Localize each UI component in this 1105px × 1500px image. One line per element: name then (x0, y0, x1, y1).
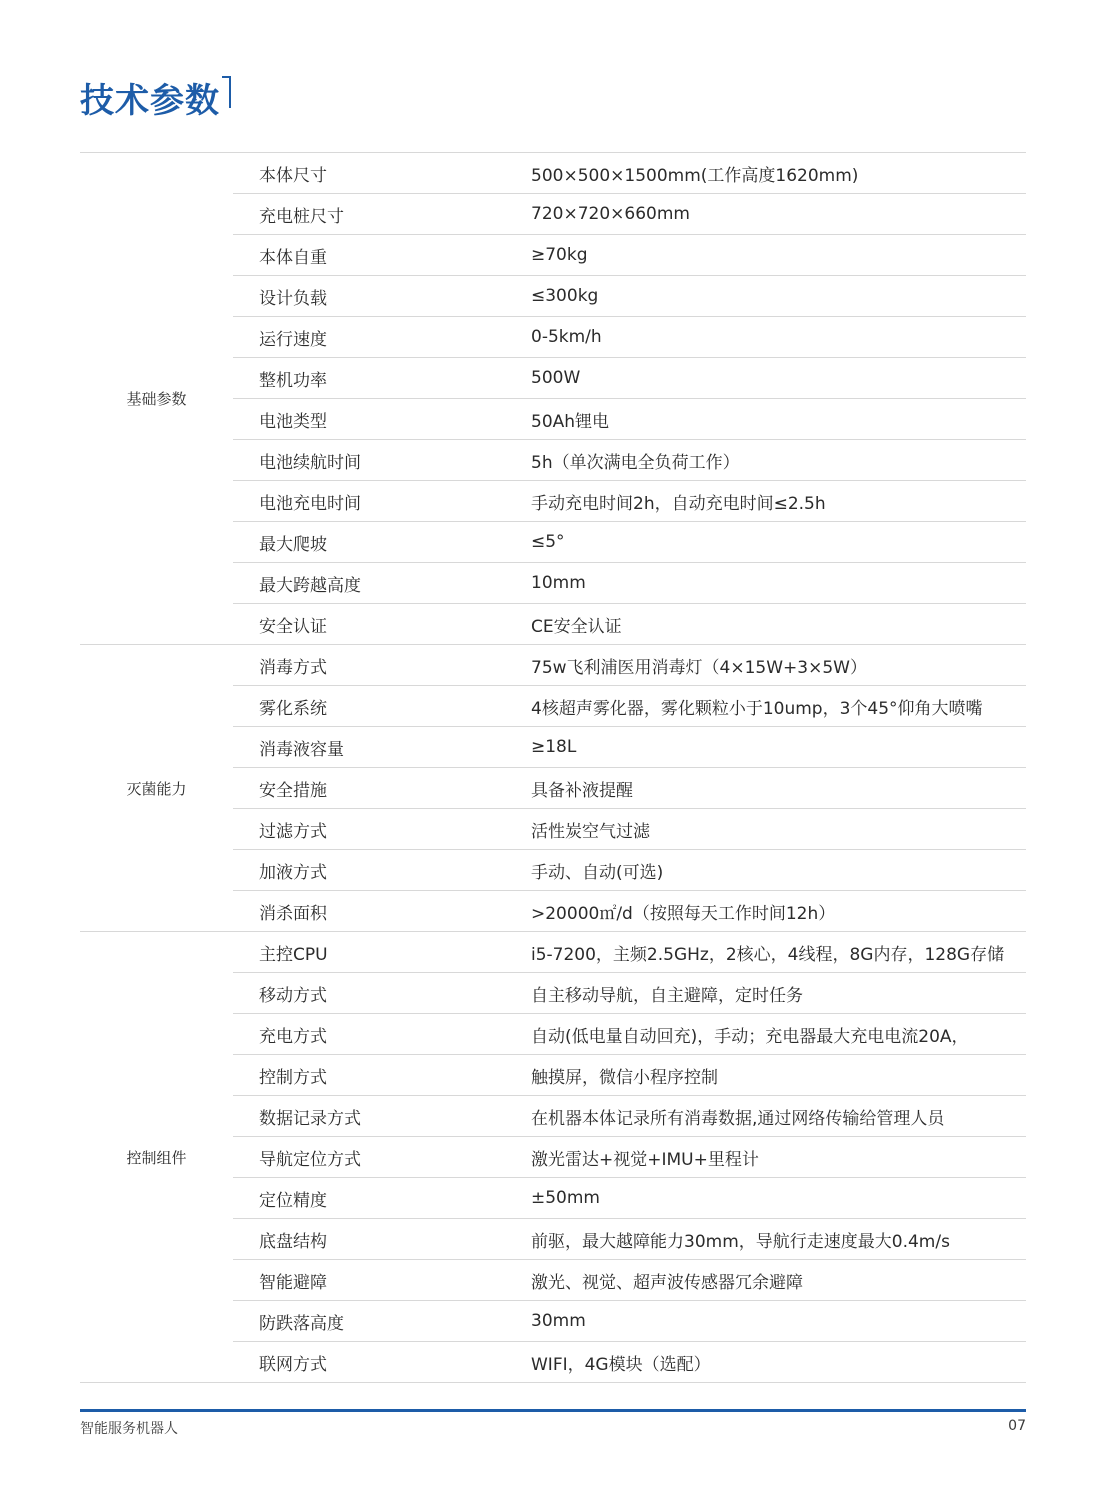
spec-value: 前驱，最大越障能力30mm，导航行走速度最大0.4m/s (531, 1231, 950, 1252)
spec-value: i5-7200，主频2.5GHz，2核心，4线程，8G内存，128G存储 (531, 944, 1005, 965)
footer-brand: 智能服务机器人 (80, 1421, 178, 1437)
spec-name: 电池类型 (259, 411, 327, 432)
spec-name: 导航定位方式 (259, 1149, 361, 1170)
spec-group-rows (233, 932, 1026, 1382)
spec-row (233, 193, 1026, 234)
spec-group (80, 932, 1026, 1383)
spec-name: 雾化系统 (259, 698, 327, 719)
spec-name: 主控CPU (259, 944, 328, 965)
spec-name: 安全措施 (259, 780, 327, 801)
spec-row (233, 480, 1026, 521)
spec-name: 联网方式 (259, 1354, 327, 1375)
spec-name: 充电方式 (259, 1026, 327, 1047)
spec-value: 720×720×660mm (531, 204, 690, 224)
spec-row (233, 603, 1026, 644)
spec-row (233, 890, 1026, 931)
spec-name: 最大跨越高度 (259, 575, 361, 596)
spec-group (80, 153, 1026, 645)
spec-value: >20000㎡/d（按照每天工作时间12h） (531, 903, 836, 924)
spec-name: 整机功率 (259, 370, 327, 391)
spec-value: 活性炭空气过滤 (531, 821, 650, 842)
spec-value: 0-5km/h (531, 327, 602, 347)
spec-name: 消毒方式 (259, 657, 327, 678)
spec-value: CE安全认证 (531, 616, 622, 637)
spec-group-label: 基础参数 (126, 390, 187, 408)
spec-row (233, 849, 1026, 890)
spec-row (233, 1300, 1026, 1341)
spec-value: 10mm (531, 573, 586, 593)
spec-value: 4核超声雾化器，雾化颗粒小于10ump，3个45°仰角大喷嘴 (531, 698, 983, 719)
spec-row (233, 1341, 1026, 1382)
spec-name: 设计负载 (259, 288, 327, 309)
spec-row (233, 316, 1026, 357)
spec-value: ≤300kg (531, 286, 599, 306)
spec-name: 智能避障 (259, 1272, 327, 1293)
spec-group-rows (233, 645, 1026, 931)
spec-row (233, 1177, 1026, 1218)
spec-value: 50Ah锂电 (531, 411, 610, 432)
spec-row (233, 357, 1026, 398)
spec-name: 电池续航时间 (259, 452, 361, 473)
spec-name: 充电桩尺寸 (259, 206, 344, 227)
spec-name: 运行速度 (259, 329, 327, 350)
spec-table (80, 152, 1026, 1383)
spec-value: 手动充电时间2h，自动充电时间≤2.5h (531, 493, 826, 514)
spec-row (233, 1218, 1026, 1259)
spec-value: 500W (531, 368, 581, 388)
spec-row (233, 562, 1026, 603)
spec-value: ≤5° (531, 532, 565, 552)
spec-row (233, 153, 1026, 193)
spec-name: 移动方式 (259, 985, 327, 1006)
spec-name: 防跌落高度 (259, 1313, 344, 1334)
spec-row (233, 685, 1026, 726)
spec-group-label: 灭菌能力 (126, 779, 187, 798)
page-number: 07 (1008, 1418, 1026, 1434)
spec-row (233, 726, 1026, 767)
page-header (80, 76, 228, 126)
spec-value: 自主移动导航，自主避障，定时任务 (531, 985, 803, 1006)
spec-row (233, 275, 1026, 316)
spec-name: 安全认证 (259, 616, 327, 637)
spec-group-rows (233, 153, 1026, 644)
spec-name: 定位精度 (259, 1190, 327, 1211)
title-corner-decoration (222, 76, 231, 108)
spec-row (233, 1136, 1026, 1177)
spec-row (233, 1013, 1026, 1054)
spec-name: 最大爬坡 (259, 534, 327, 555)
spec-value: 具备补液提醒 (531, 780, 633, 801)
footer-divider (80, 1409, 1026, 1412)
spec-name: 本体尺寸 (259, 165, 327, 186)
spec-name: 底盘结构 (259, 1231, 327, 1252)
spec-value: 5h（单次满电全负荷工作） (531, 452, 740, 473)
spec-value: 30mm (531, 1311, 586, 1331)
spec-row (233, 972, 1026, 1013)
spec-row (233, 1095, 1026, 1136)
spec-name: 数据记录方式 (259, 1108, 361, 1129)
spec-value: 自动(低电量自动回充)，手动；充电器最大充电电流20A， (531, 1026, 969, 1047)
spec-value: 75w飞利浦医用消毒灯（4×15W+3×5W） (531, 657, 867, 678)
spec-row (233, 1259, 1026, 1300)
spec-row (233, 808, 1026, 849)
spec-row (233, 439, 1026, 480)
spec-name: 消毒液容量 (259, 739, 344, 760)
spec-value: 500×500×1500mm(工作高度1620mm) (531, 165, 859, 186)
spec-row (233, 234, 1026, 275)
spec-value: 手动、自动(可选) (531, 862, 664, 883)
spec-value: 在机器本体记录所有消毒数据,通过网络传输给管理人员 (531, 1108, 945, 1129)
spec-name: 本体自重 (259, 247, 327, 268)
spec-value: 触摸屏，微信小程序控制 (531, 1067, 718, 1088)
spec-group (80, 645, 1026, 932)
spec-row (233, 521, 1026, 562)
spec-row (233, 645, 1026, 685)
page-title: 技术参数 (80, 81, 220, 121)
spec-name: 电池充电时间 (259, 493, 361, 514)
spec-value: 激光、视觉、超声波传感器冗余避障 (531, 1272, 803, 1293)
spec-value: WIFI，4G模块（选配） (531, 1354, 711, 1375)
spec-row (233, 767, 1026, 808)
spec-value: ≥18L (531, 737, 577, 757)
spec-value: ±50mm (531, 1188, 600, 1208)
spec-row (233, 398, 1026, 439)
spec-name: 消杀面积 (259, 903, 327, 924)
spec-value: ≥70kg (531, 245, 588, 265)
spec-value: 激光雷达+视觉+IMU+里程计 (531, 1149, 759, 1170)
spec-group-label: 控制组件 (126, 1148, 187, 1167)
spec-name: 控制方式 (259, 1067, 327, 1088)
spec-name: 过滤方式 (259, 821, 327, 842)
spec-row (233, 1054, 1026, 1095)
spec-name: 加液方式 (259, 862, 327, 883)
spec-row (233, 932, 1026, 972)
